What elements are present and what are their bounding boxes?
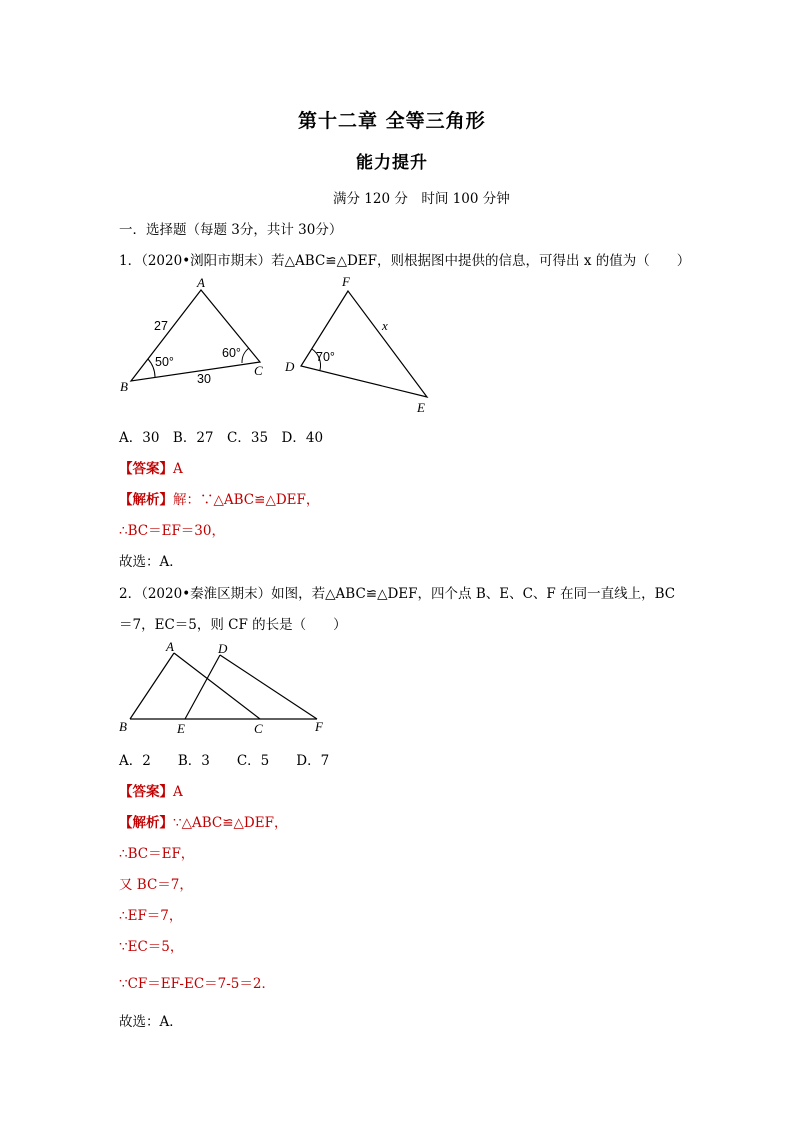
point-a-label: A [166, 639, 174, 654]
angle-d-label: 70° [316, 350, 335, 364]
angle-b-arc [148, 359, 155, 377]
angle-c-arc [242, 348, 249, 363]
answer-value: A [173, 461, 183, 477]
vertex-c-label: C [254, 363, 263, 378]
answer-tag: 【答案】 [119, 461, 173, 477]
q1-conclusion: 故选：A． [119, 554, 183, 570]
side-de [185, 655, 220, 719]
q2-analysis-line-1 [119, 811, 287, 831]
score-time-info: 满分 120 分 时间 100 分钟 [333, 191, 510, 207]
triangle-def [301, 291, 427, 397]
analysis-tag: 【解析】 [119, 815, 173, 831]
answer-tag: 【答案】 [119, 784, 173, 800]
q1-analysis-line-2: ∴BC＝EF＝30， [119, 523, 225, 539]
section-heading: 一．选择题（每题 3分，共计 30分） [119, 222, 343, 238]
q2-analysis-line-5: ∵EC＝5， [119, 939, 184, 955]
vertex-d-label: D [285, 359, 295, 374]
q2-analysis-line-6: ∵CF＝EF-EC＝7-5＝2． [119, 976, 275, 992]
angle-b-label: 50° [155, 355, 174, 369]
page-title: 第十二章 全等三角形 [298, 110, 486, 132]
point-f-label: F [315, 719, 323, 734]
q2-options: A．2 B．3 C．5 D．7 [119, 753, 330, 769]
vertex-f-label: F [342, 274, 350, 289]
q2-conclusion: 故选：A． [119, 1014, 183, 1030]
side-ac [174, 653, 260, 719]
vertex-a-label: A [197, 275, 205, 290]
point-b-label: B [119, 719, 127, 734]
q2-stem-line-1: 2．（2020•秦淮区期末）如图，若△ABC≌△DEF，四个点 B、E、C、F 在同一直线上，BC [119, 586, 676, 602]
vertex-e-label: E [417, 400, 425, 415]
side-ab [130, 653, 174, 719]
angle-c-label: 60° [222, 346, 241, 360]
q2-analysis-line-4: ∴EF＝7， [119, 908, 183, 924]
point-c-label: C [254, 721, 263, 736]
side-ef-label: x [382, 318, 388, 333]
page-subtitle: 能力提升 [356, 153, 428, 173]
side-df [220, 655, 317, 719]
q2-analysis-line-3: 又 BC＝7， [119, 877, 193, 893]
q1-options: A．30 B．27 C．35 D．40 [119, 430, 324, 446]
answer-value: A [173, 784, 183, 800]
q2-analysis-line-2: ∴BC＝EF， [119, 846, 195, 862]
side-bc-label: 30 [197, 372, 211, 386]
q2-answer [119, 780, 183, 800]
triangle-abc [131, 290, 260, 381]
q1-answer [119, 457, 183, 477]
analysis-text: ∵△ABC≌△DEF， [173, 815, 288, 831]
point-e-label: E [177, 721, 185, 736]
point-d-label: D [218, 641, 228, 656]
vertex-b-label: B [120, 379, 128, 394]
q2-stem-line-2: ＝7，EC＝5，则 CF 的长是（ ） [119, 617, 347, 633]
q1-stem: 1．（2020•浏阳市期末）若△ABC≌△DEF，则根据图中提供的信息，可得出 x 的值为（ ） [119, 253, 691, 269]
analysis-tag: 【解析】 [119, 492, 173, 508]
q1-figure [110, 270, 450, 420]
analysis-text: 解：∵△ABC≌△DEF， [173, 492, 320, 508]
q2-figure [110, 635, 340, 745]
side-ab-label: 27 [154, 319, 168, 333]
q1-analysis-line-1 [119, 488, 319, 508]
